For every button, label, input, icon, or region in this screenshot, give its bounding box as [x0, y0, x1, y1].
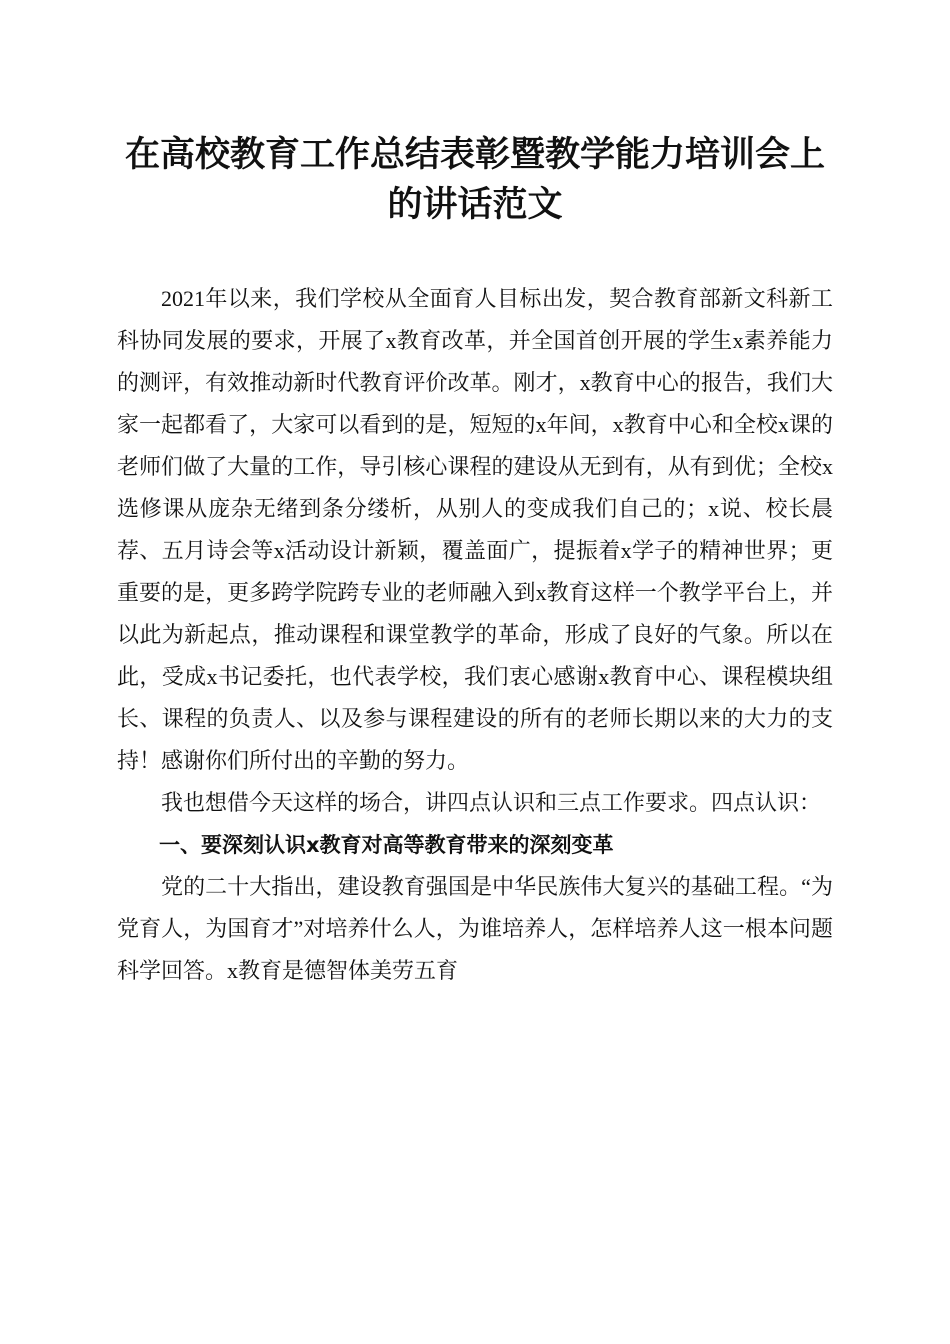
- section-heading: 一、要深刻认识x教育对高等教育带来的深刻变革: [159, 833, 614, 857]
- body-paragraph-intro: 2021年以来，我们学校从全面育人目标出发，契合教育部新文科新工科协同发展的要求，开展了x教育改革，并全国首创开展的学生x素养能力的测评，有效推动新时代教育评价改革。刚才，x教育中心的报告，我们大家一起都看了，大家可以看到的是，短短的x年间，x教育中心和全校x课的老师们做了大量的工作，导引核心课程的建设从无到有，从有到优；全校x选修课从庞杂无绪到条分缕析，从别人的变成我们自己的；x说、校长晨荐、五月诗会等x活动设计新颖，覆盖面广，提振着x学子的精神世界；更重要的是，更多跨学院跨专业的老师融入到x教育这样一个教学平台上，并以此为新起点，推动课程和课堂教学的革命，形成了良好的气象。所以在此，受成x书记委托，也代表学校，我们衷心感谢x教育中心、课程模块组长、课程的负责人、以及参与课程建设的所有的老师长期以来的大力的支持！感谢你们所付出的辛勤的努力。: [117, 286, 833, 773]
- document-title-line-1: 在高校教育工作总结表彰暨教学能力培训会上: [124, 134, 825, 175]
- document-title-line-2: 的讲话范文: [387, 184, 563, 225]
- body-paragraph-outline: 我也想借今天这样的场合，讲四点认识和三点工作要求。四点认识：: [161, 790, 822, 815]
- section-paragraph: 党的二十大指出，建设教育强国是中华民族伟大复兴的基础工程。“为党育人，为国育才”对培养什么人，为谁培养人，怎样培养人这一根本问题科学回答。x教育是德智体美劳五育: [117, 874, 833, 983]
- document-title: [100, 130, 850, 230]
- document-body: [117, 278, 833, 992]
